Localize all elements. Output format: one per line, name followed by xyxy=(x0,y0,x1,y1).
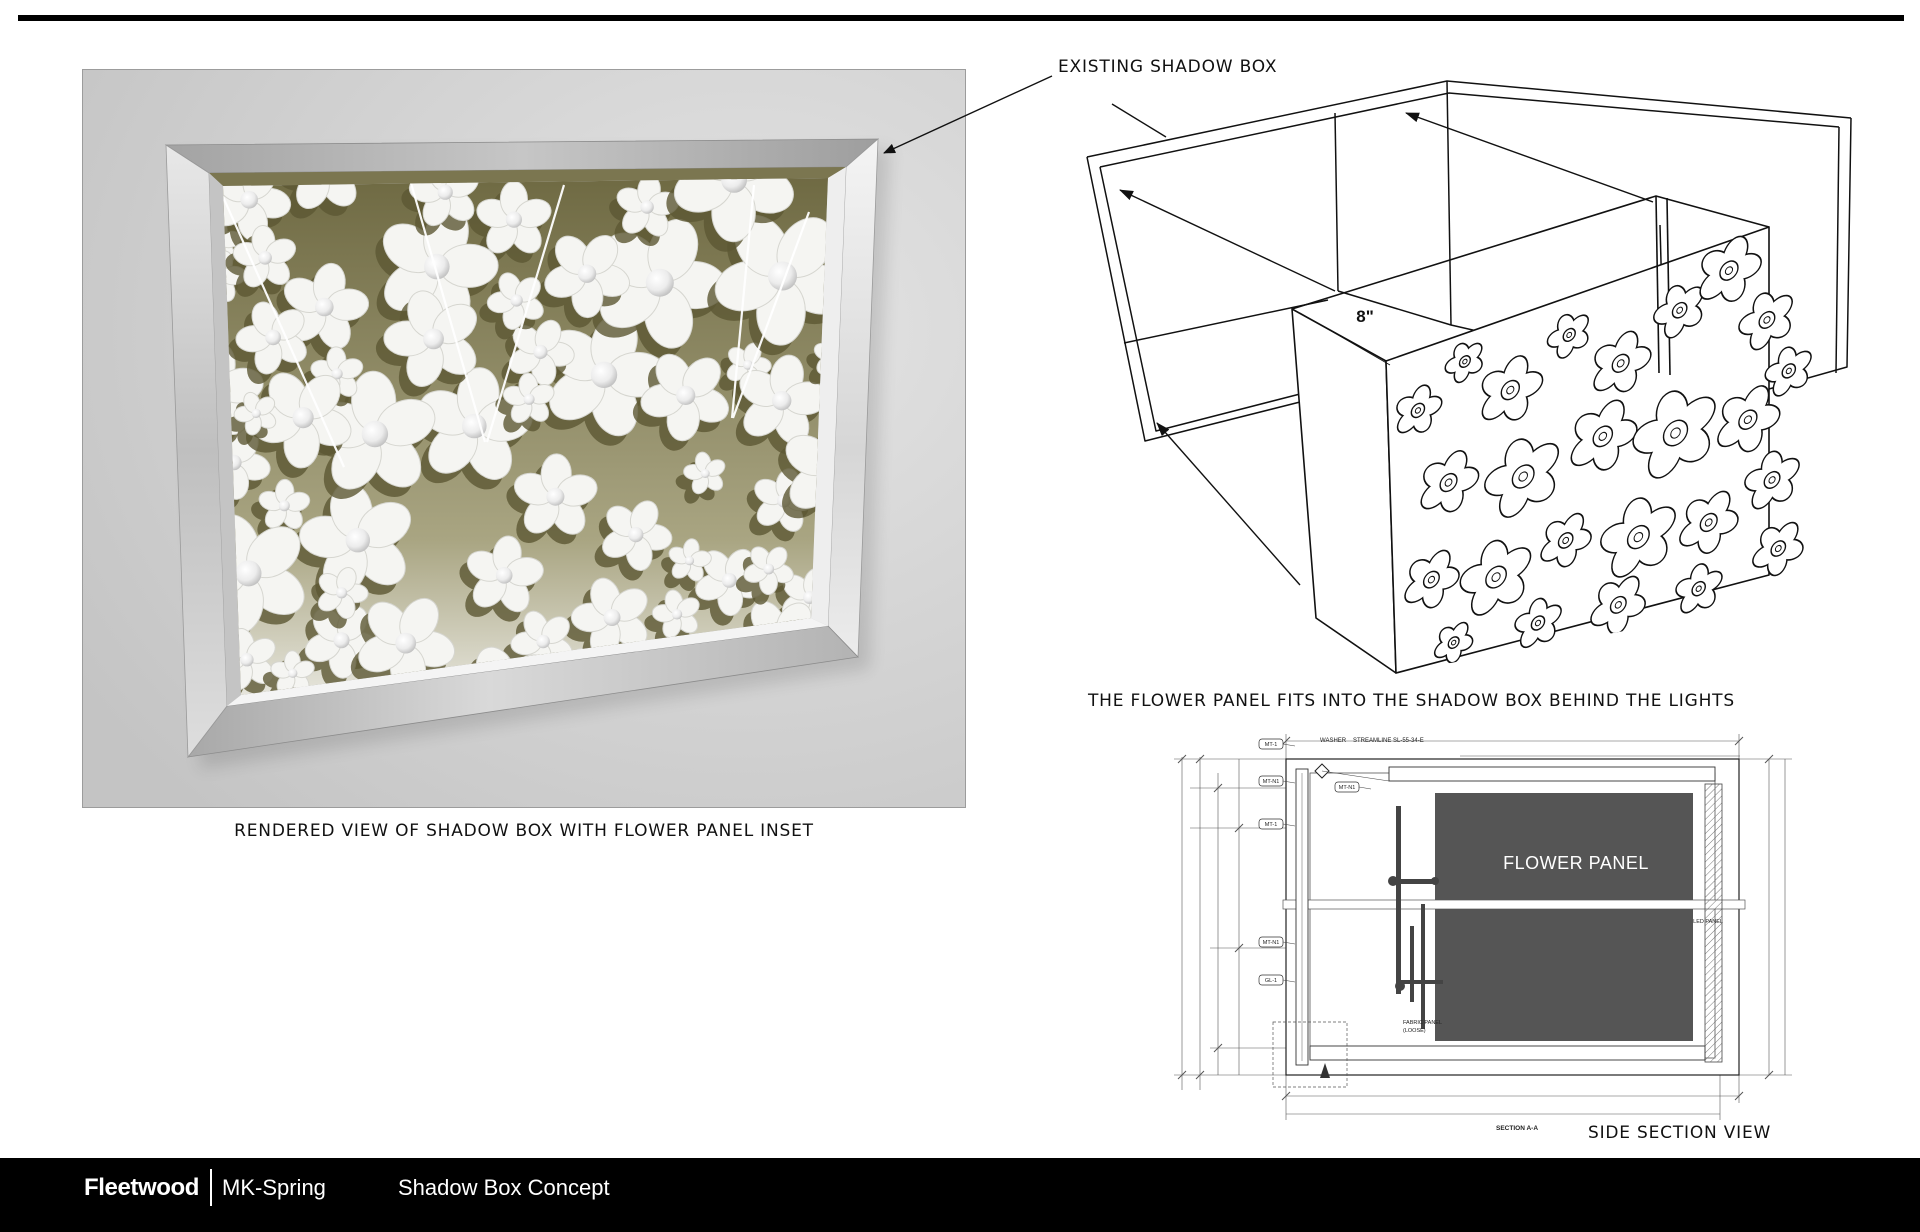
flower-center xyxy=(240,653,253,666)
flower-panel-label: FLOWER PANEL xyxy=(1503,853,1649,873)
flower-center xyxy=(676,386,695,405)
flower-center xyxy=(395,633,416,654)
flower-center xyxy=(258,251,272,265)
placement-arrow xyxy=(1406,113,1653,202)
material-tag-label: MT-1 xyxy=(1264,822,1278,828)
section-title: SECTION A-A xyxy=(1496,1125,1539,1132)
footer-brand: Fleetwood xyxy=(84,1174,200,1201)
material-tag-label: MT-N1 xyxy=(1262,940,1280,946)
top-plate xyxy=(1389,767,1715,781)
flower-center xyxy=(524,394,535,405)
flower-center xyxy=(533,345,547,359)
flower-center xyxy=(423,329,444,350)
material-tag-label: MT-1 xyxy=(1264,742,1278,748)
flower-center xyxy=(672,609,682,619)
material-tag-label: MT-N1 xyxy=(1338,785,1356,791)
footer-title: Shadow Box Concept xyxy=(398,1175,610,1200)
side-section-drawing xyxy=(1160,728,1810,1138)
flower-center xyxy=(628,527,643,542)
flower-panel-section xyxy=(1435,793,1693,1041)
footer-project: MK-Spring xyxy=(222,1175,326,1200)
flower-center xyxy=(640,200,653,213)
existing-shadow-box-callout: EXISTING SHADOW BOX xyxy=(1058,57,1278,77)
bottom-plate xyxy=(1310,1046,1705,1060)
footer-divider xyxy=(210,1169,212,1206)
flower-center xyxy=(722,573,737,588)
header-rule xyxy=(18,15,1904,21)
footer-bar xyxy=(0,1158,1920,1232)
flower-center xyxy=(293,407,314,428)
flower-center xyxy=(362,421,388,447)
material-tag-label: GL-1 xyxy=(1264,978,1278,984)
material-tag-label: MT-N1 xyxy=(1262,779,1280,785)
flower-center xyxy=(646,269,674,297)
cross-rail xyxy=(1283,900,1745,909)
placement-arrow xyxy=(1157,423,1300,585)
flower-center xyxy=(346,528,370,552)
led-panel-note: LED PANEL xyxy=(1693,919,1723,925)
washer-note: WASHER xyxy=(1320,738,1347,744)
flower-outline xyxy=(1764,339,1814,404)
fixture-note: STREAMLINE SL-55-34-E xyxy=(1353,738,1424,744)
flower-center xyxy=(604,609,621,626)
flower-center xyxy=(252,409,261,418)
flower-center xyxy=(506,212,522,228)
flower-center xyxy=(536,635,550,649)
flower-center xyxy=(288,669,297,678)
flower-center xyxy=(240,191,258,209)
material-tag xyxy=(1259,739,1295,749)
fabric-panel-note-2: (LOOSE) xyxy=(1403,1028,1426,1034)
flower-center xyxy=(763,564,774,575)
flower-center xyxy=(336,587,347,598)
isometric-shadow-box-drawing xyxy=(1060,55,1880,695)
depth-dimension-label: 8" xyxy=(1356,307,1374,326)
flower-center xyxy=(315,298,334,317)
flower-center xyxy=(279,500,290,511)
flower-center xyxy=(685,556,694,565)
flower-center xyxy=(772,391,791,410)
fabric-panel-note: FABRIC PANEL xyxy=(1403,1020,1443,1026)
placement-arrow xyxy=(1120,190,1335,291)
isometric-view-caption: THE FLOWER PANEL FITS INTO THE SHADOW BOX BEHIND THE LIGHTS xyxy=(1088,691,1735,711)
rendered-view-caption: RENDERED VIEW OF SHADOW BOX WITH FLOWER PANEL INSET xyxy=(234,821,814,841)
flower-center xyxy=(265,330,281,346)
rendered-shadow-box xyxy=(83,70,966,808)
flower-center xyxy=(236,560,262,586)
rendered-view-image xyxy=(82,69,966,808)
flower-center xyxy=(510,294,522,306)
flower-center xyxy=(701,469,710,478)
flower-center xyxy=(591,362,617,388)
flower-center xyxy=(438,185,453,200)
side-section-caption: SIDE SECTION VIEW xyxy=(1588,1123,1772,1143)
flower-center xyxy=(578,265,596,283)
flower-center xyxy=(546,488,564,506)
flower-center xyxy=(496,567,513,584)
flower-center xyxy=(334,632,350,648)
